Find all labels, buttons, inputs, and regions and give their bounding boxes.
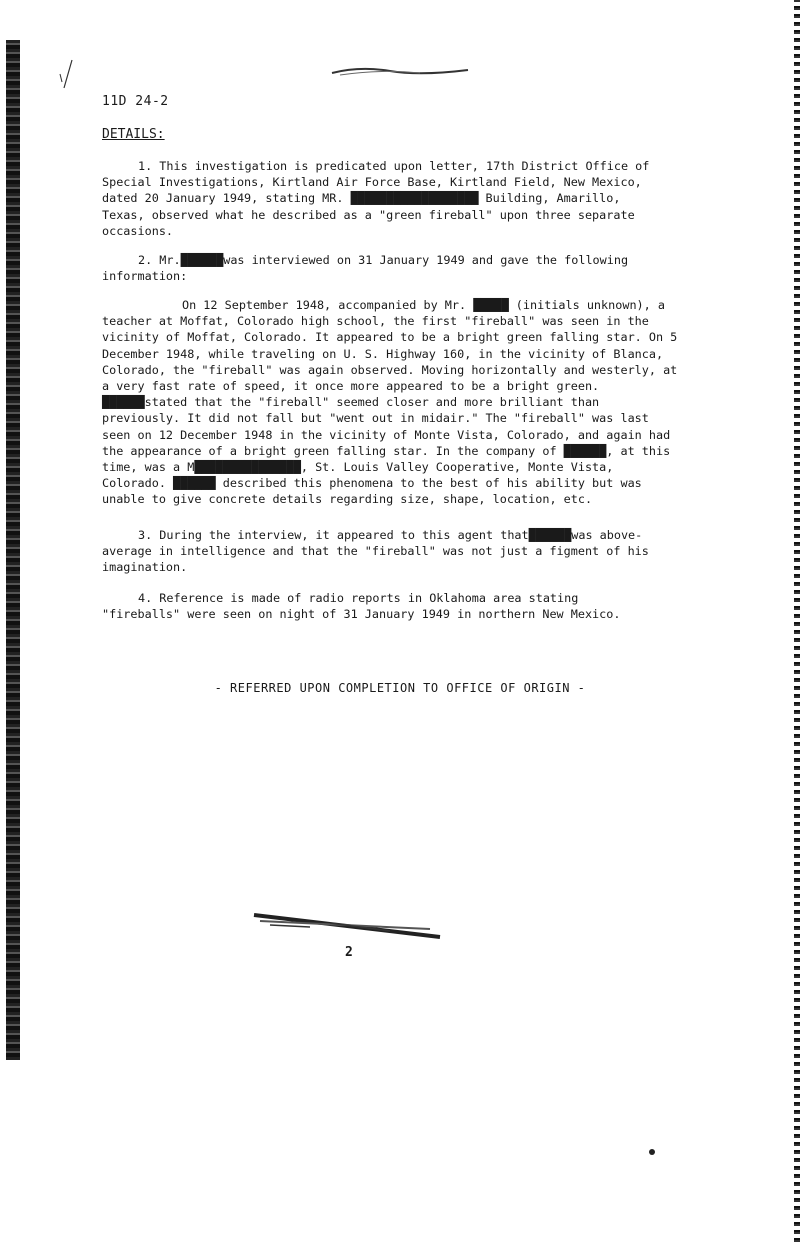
paragraph-4-text: 4. Reference is made of radio reports in Oklahoma area stating "fireballs" were seen on night of 31 January 1949 in northern New Mexico. (102, 591, 621, 622)
scan-stamp-mark (250, 905, 450, 945)
scan-dot (645, 1145, 659, 1159)
referral-line: - REFERRED UPON COMPLETION TO OFFICE OF ORIGIN - (214, 681, 586, 695)
interview-statement (102, 297, 682, 508)
page-number: 2 (345, 945, 353, 960)
scan-edge-right (794, 0, 800, 1243)
section-title: DETAILS: (102, 127, 165, 142)
scan-edge-left (6, 40, 20, 1060)
paragraph-1-text: 1. This investigation is predicated upon letter, 17th District Office of Special Investigations, Kirtland Air Force Base, Kirtland Field, New Mexico, dated 20 January 1949, stating MR. ██████████████████ Building, Amarillo, Texas, observed what he described as a "green fireball" upon three separate occasions. (102, 159, 650, 238)
paragraph-3 (102, 527, 662, 576)
pen-mark (56, 58, 80, 92)
paragraph-1 (102, 158, 662, 239)
document-number: 11D 24-2 (102, 94, 169, 109)
paragraph-2-text: 2. Mr.██████was interviewed on 31 January 1949 and gave the following information: (102, 253, 629, 284)
paragraph-4 (102, 590, 662, 622)
scan-smudge-top (330, 64, 470, 78)
interview-statement-text: On 12 September 1948, accompanied by Mr. █████ (initials unknown), a teacher at Moffat, Colorado high school, the first "fireball" was seen in the vicinity of Moffat, Colorado. It appeared to be a bright green falling star. On 5 December 1948, while traveling on U. S. Highway 160, in the vicinity of Blanca, Colorado, the "fireball" was again observed. Moving horizontally and westerly, at a very fast rate of speed, it once more appeared to be a bright green. ██████stated that the "fireball" seemed closer and more brilliant than previously. It did not fall but "went out in midair." The "fireball" was last seen on 12 December 1948 in the vicinity of Monte Vista, Colorado, and again had the appearance of a bright green falling star. In the company of ██████, at this time, was a M███████████████, St. Louis Valley Cooperative, Monte Vista, Colorado. ██████ described this phenomena to the best of his ability but was unable to give concrete details regarding size, shape, location, etc. (102, 298, 678, 507)
paragraph-3-text: 3. During the interview, it appeared to this agent that██████was above-average in intelligence and that the "fireball" was not just a figment of his imagination. (102, 528, 649, 575)
paragraph-2 (102, 252, 662, 284)
